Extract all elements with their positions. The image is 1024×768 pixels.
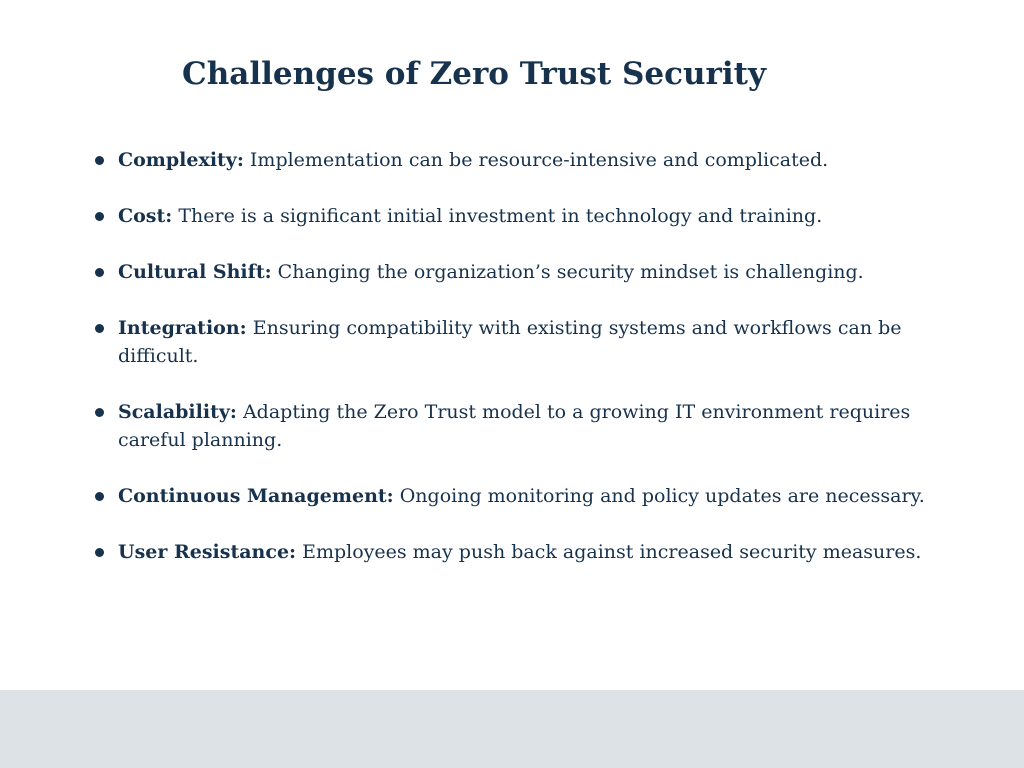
- item-text: Employees may push back against increased security measures.: [302, 541, 922, 563]
- slide-title: Challenges of Zero Trust Security: [182, 56, 766, 92]
- challenges-list: [90, 146, 940, 594]
- bullet-icon: [95, 156, 104, 165]
- item-text: Ensuring compatibility with existing systems and workflows can be difficult.: [118, 317, 902, 367]
- list-item-integration: [90, 314, 940, 370]
- footer-band: [0, 690, 1024, 768]
- item-text: Ongoing monitoring and policy updates are necessary.: [399, 485, 925, 507]
- list-item-user-resistance: [90, 538, 940, 566]
- list-item-continuous-management: [90, 482, 940, 510]
- list-item-cultural-shift: [90, 258, 940, 286]
- item-text: There is a significant initial investment in technology and training.: [178, 205, 823, 227]
- item-label: Integration:: [118, 317, 247, 339]
- item-label: Scalability:: [118, 401, 237, 423]
- item-label: User Resistance:: [118, 541, 297, 563]
- list-item-complexity: [90, 146, 940, 174]
- bullet-icon: [95, 408, 104, 417]
- item-label: Cultural Shift:: [118, 261, 272, 283]
- list-item-cost: [90, 202, 940, 230]
- item-text: Changing the organization’s security mindset is challenging.: [277, 261, 864, 283]
- bullet-icon: [95, 212, 104, 221]
- item-label: Continuous Management:: [118, 485, 394, 507]
- item-label: Complexity:: [118, 149, 244, 171]
- item-text: Implementation can be resource-intensive and complicated.: [249, 149, 829, 171]
- bullet-icon: [95, 492, 104, 501]
- list-item-scalability: [90, 398, 940, 454]
- bullet-icon: [95, 324, 104, 333]
- item-text: Adapting the Zero Trust model to a growing IT environment requires careful planning.: [118, 401, 911, 451]
- bullet-icon: [95, 268, 104, 277]
- bullet-icon: [95, 548, 104, 557]
- item-label: Cost:: [118, 205, 173, 227]
